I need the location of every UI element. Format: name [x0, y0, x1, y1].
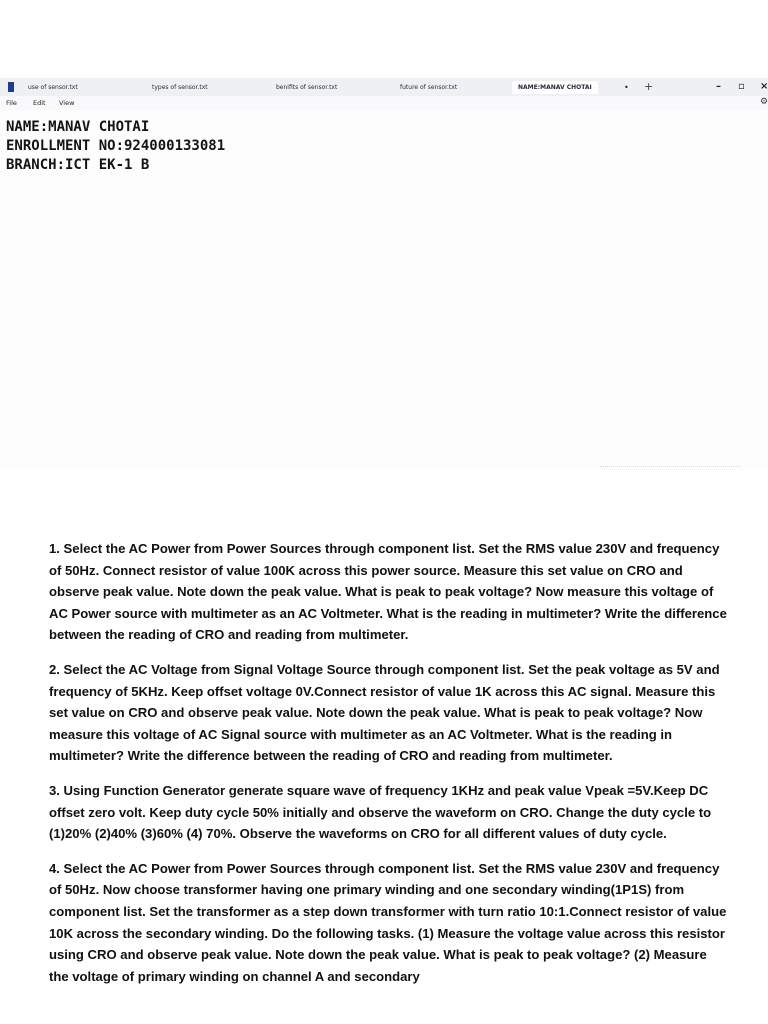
maximize-icon[interactable]: ▫	[738, 81, 745, 92]
tab-use-of-sensor[interactable]: use of sensor.txt	[28, 84, 78, 91]
question-3: 3. Using Function Generator generate square wave of frequency 1KHz and peak value Vpeak =5V.Keep DC offset zero volt. Keep duty cycle 50% initially and observe the waveform on CRO. Change the duty cycle to (1)20% (2)40% (3)60% (4) 70%. Observe the waveforms on CRO for all different values of duty cycle.	[49, 782, 712, 842]
question-2: 2. Select the AC Voltage from Signal Voltage Source through component list. Set the peak voltage as 5V and frequency of 5KHz. Keep offset voltage 0V.Connect resistor of value 1K across this AC signal. Measure this set value on CRO and observe peak value. Note down the peak value. What is peak to peak voltage? Now measure this voltage of AC Signal source with multimeter as an AC Voltmeter. What is the reading in multimeter? Write the difference between the reading of CRO and reading from multimeter.	[49, 661, 720, 764]
editor-line-enrollment: ENROLLMENT NO:924000133081	[6, 138, 226, 154]
editor-line-branch: BRANCH:ICT EK-1 B	[6, 157, 150, 173]
notepad-window	[0, 74, 768, 470]
tab-future-of-sensor[interactable]: future of sensor.txt	[400, 84, 458, 91]
menu-view[interactable]: View	[59, 99, 75, 107]
new-tab-button[interactable]: +	[644, 80, 654, 93]
tab-types-of-sensor[interactable]: types of sensor.txt	[152, 84, 208, 91]
minimize-icon[interactable]: –	[716, 81, 721, 92]
assignment-document	[49, 538, 729, 1000]
question-1: 1. Select the AC Power from Power Sources through component list. Set the RMS value 230V and frequency of 50Hz. Connect resistor of value 100K across this power source. Measure this set value on CRO and observe peak value. Note down the peak value. What is peak to peak voltage? Now measure this voltage of AC Power source with multimeter as an AC Voltmeter. What is the reading in multimeter? Write the difference between the reading of CRO and reading from multimeter.	[49, 541, 727, 643]
menu-edit[interactable]: Edit	[33, 99, 46, 107]
editor-text-area[interactable]	[6, 118, 746, 175]
menu-bar	[0, 96, 768, 110]
tab-name-manav-chotai[interactable]: NAME:MANAV CHOTAI	[512, 81, 598, 94]
unsaved-dot-icon[interactable]: •	[624, 83, 629, 92]
tab-benifits-of-sensor[interactable]: benifits of sensor.txt	[276, 84, 338, 91]
question-4: 4. Select the AC Power from Power Sources through component list. Set the RMS value 230V and frequency of 50Hz. Now choose transformer having one primary winding and one secondary winding(1P1S) from component list. Set the transformer as a step down transformer with turn ratio 10:1.Connect resistor of value 10K across the secondary winding. Do the following tasks. (1) Measure the voltage value across this resistor using CRO and observe peak value. Note down the peak value. What is peak to peak voltage? (2) Measure the voltage of primary winding on channel A and secondary	[49, 860, 727, 984]
photo-edge-divider	[600, 466, 740, 470]
notepad-app-icon	[8, 82, 14, 92]
close-icon[interactable]: ×	[760, 81, 768, 92]
gear-icon[interactable]: ⚙	[760, 97, 768, 107]
tab-bar	[0, 78, 768, 96]
menu-file[interactable]: File	[6, 99, 17, 107]
editor-line-name: NAME:MANAV CHOTAI	[6, 119, 150, 135]
